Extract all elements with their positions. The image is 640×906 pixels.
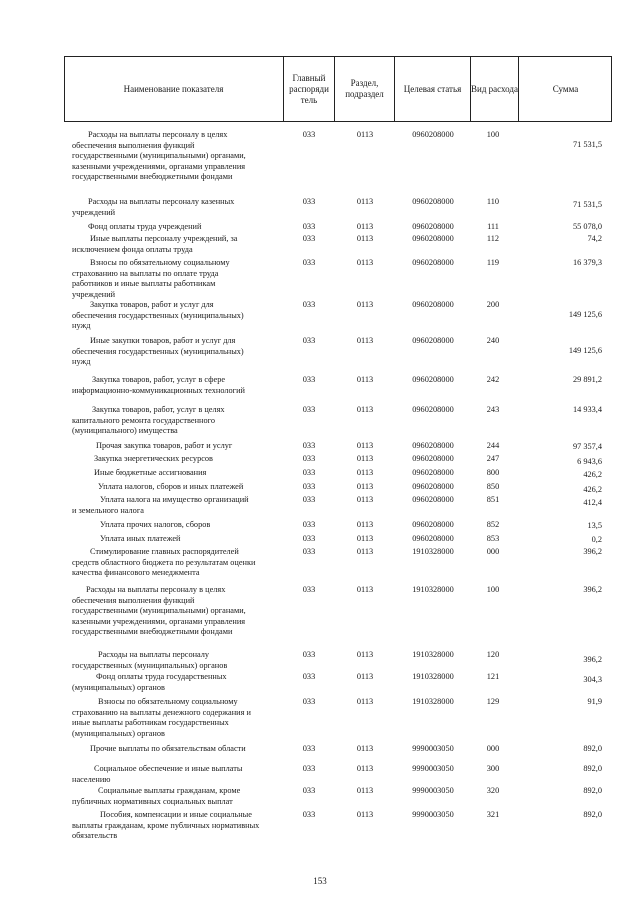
amount: 892,0 (583, 744, 602, 753)
indicator-name-line: Иные закупки товаров, работ и услуг для (90, 336, 236, 345)
indicator-name-line: иные выплаты работникам государственных (72, 718, 229, 727)
indicator-name-line: нужд (72, 321, 91, 330)
target-article-code: 0960208000 (412, 375, 454, 384)
section-code: 0113 (356, 764, 374, 773)
target-article-code: 0960208000 (412, 197, 454, 206)
expense-type-code: 111 (487, 222, 499, 231)
indicator-name-line: обеспечения выполнения функций (72, 595, 195, 605)
indicator-name-line: казенными учреждениями, органами управления (72, 161, 246, 171)
indicator-name-line: государственными (муниципальными) органами, (72, 151, 246, 160)
indicator-name (66, 197, 278, 218)
main-administrator-code: 033 (302, 234, 316, 243)
amount: 71 531,5 (572, 200, 602, 209)
amount: 55 078,0 (572, 222, 602, 231)
expense-type-code: 000 (486, 744, 500, 753)
expense-type-code: 321 (486, 810, 500, 819)
page-number: 153 (313, 876, 327, 886)
indicator-name-line: обеспечения государственных (муниципальных) (72, 310, 244, 320)
indicator-name-line: обеспечения государственных (муниципальных) (72, 346, 244, 356)
main-administrator-code: 033 (302, 786, 316, 795)
target-article-code: 9990003050 (412, 786, 454, 795)
indicator-name (66, 375, 278, 396)
header-section: Раздел, подраздел (345, 78, 384, 99)
header-name: Наименование показателя (123, 83, 224, 94)
indicator-name-line: Закупка товаров, работ, услуг в целях (92, 405, 225, 414)
indicator-name-line: капитального ремонта государственного (72, 415, 215, 425)
indicator-name-line: страхованию на выплаты по оплате труда (72, 268, 219, 278)
indicator-name (66, 405, 278, 437)
section-code: 0113 (356, 482, 374, 491)
section-code: 0113 (356, 197, 374, 206)
section-code: 0113 (356, 130, 374, 139)
amount: 396,2 (583, 585, 602, 594)
indicator-name-line: обязательств (72, 831, 118, 840)
expense-type-code: 119 (486, 258, 500, 267)
expense-type-code: 243 (486, 405, 500, 414)
indicator-name-line: государственных (муниципальных) органов (72, 660, 228, 670)
section-code: 0113 (356, 468, 374, 477)
section-code: 0113 (356, 810, 374, 819)
indicator-name-line: Фонд оплаты труда учреждений (88, 222, 202, 231)
expense-type-code: 320 (486, 786, 500, 795)
indicator-name (66, 222, 278, 233)
section-code: 0113 (356, 697, 374, 706)
indicator-name-line: Расходы на выплаты персоналу в целях (86, 585, 226, 594)
target-article-code: 0960208000 (412, 520, 454, 529)
section-code: 0113 (356, 234, 374, 243)
indicator-name-line: государственными внебюджетными фондами (72, 627, 233, 636)
main-administrator-code: 033 (302, 534, 316, 543)
indicator-name-line: казенными учреждениями, органами управления (72, 616, 246, 626)
section-code: 0113 (356, 405, 374, 414)
target-article-code: 0960208000 (412, 441, 454, 450)
indicator-name (66, 585, 278, 638)
indicator-name-line: информационно-коммуникационных технологий (72, 385, 245, 395)
indicator-name-line: Взносы по обязательному социальному (98, 697, 238, 706)
amount: 91,9 (587, 697, 602, 706)
main-administrator-code: 033 (302, 197, 316, 206)
indicator-name (66, 520, 278, 531)
expense-type-code: 100 (486, 130, 500, 139)
indicator-name (66, 258, 278, 300)
expense-type-code: 852 (486, 520, 500, 529)
target-article-code: 0960208000 (412, 222, 454, 231)
amount: 304,3 (583, 675, 602, 684)
section-code: 0113 (356, 585, 374, 594)
target-article-code: 9990003050 (412, 810, 454, 819)
expense-type-code: 100 (486, 585, 500, 594)
amount: 892,0 (583, 810, 602, 819)
indicator-name (66, 786, 278, 807)
indicator-name-line: (муниципальных) органов (72, 728, 165, 738)
section-code: 0113 (356, 495, 374, 504)
indicator-name-line: государственными (муниципальными) органами, (72, 606, 246, 615)
section-code: 0113 (356, 300, 374, 309)
indicator-name (66, 130, 278, 183)
indicator-name-line: Пособия, компенсации и иные социальные (100, 810, 252, 819)
amount: 412,4 (583, 498, 602, 507)
target-article-code: 9990003050 (412, 744, 454, 753)
target-article-code: 1910328000 (412, 697, 454, 706)
amount: 74,2 (587, 234, 602, 243)
target-article-code: 1910328000 (412, 672, 454, 681)
main-administrator-code: 033 (302, 482, 316, 491)
expense-type-code: 129 (486, 697, 500, 706)
target-article-code: 0960208000 (412, 468, 454, 477)
section-code: 0113 (356, 454, 374, 463)
indicator-name-line: учреждений (72, 289, 116, 299)
section-code: 0113 (356, 441, 374, 450)
indicator-name-line: Расходы на выплаты персоналу в целях (88, 130, 228, 139)
section-code: 0113 (356, 520, 374, 529)
expense-type-code: 240 (486, 336, 500, 345)
main-administrator-code: 033 (302, 810, 316, 819)
expense-type-code: 121 (486, 672, 500, 681)
amount: 892,0 (583, 764, 602, 773)
indicator-name-line: качества финансового менеджмента (72, 568, 200, 577)
indicator-name-line: выплаты гражданам, кроме публичных нормативных (72, 820, 260, 830)
expense-type-code: 800 (486, 468, 500, 477)
amount: 97 357,4 (572, 442, 602, 451)
header-main-administrator: Главный распоряди тель (289, 72, 329, 105)
section-code: 0113 (356, 672, 374, 681)
indicator-name-line: Уплата иных платежей (100, 534, 181, 543)
main-administrator-code: 033 (302, 697, 316, 706)
expense-type-code: 247 (486, 454, 500, 463)
expense-type-code: 110 (486, 197, 500, 206)
header-target-article: Целевая статья (403, 83, 462, 94)
amount: 426,2 (583, 485, 602, 494)
amount: 71 531,5 (572, 140, 602, 149)
indicator-name-line: обеспечения выполнения функций (72, 140, 195, 150)
indicator-name-line: Прочая закупка товаров, работ и услуг (96, 441, 233, 450)
expense-type-code: 242 (486, 375, 500, 384)
indicator-name-line: Закупка товаров, работ и услуг для (90, 300, 214, 309)
expense-type-code: 000 (486, 547, 500, 556)
indicator-name (66, 650, 278, 671)
amount: 29 891,2 (572, 375, 602, 384)
amount: 6 943,6 (577, 457, 602, 466)
section-code: 0113 (356, 547, 374, 556)
amount: 149 125,6 (568, 346, 602, 355)
target-article-code: 0960208000 (412, 454, 454, 463)
indicator-name-line: средств областного бюджета по результатам оценки (72, 557, 256, 567)
indicator-name (66, 336, 278, 368)
indicator-name-line: публичных нормативных социальных выплат (72, 796, 233, 806)
main-administrator-code: 033 (302, 130, 316, 139)
indicator-name-line: населению (72, 774, 111, 784)
indicator-name-line: (муниципальных) органов (72, 682, 165, 692)
main-administrator-code: 033 (302, 650, 316, 659)
indicator-name-line: и земельного налога (72, 505, 144, 515)
expense-type-code: 300 (486, 764, 500, 773)
section-code: 0113 (356, 375, 374, 384)
expense-type-code: 200 (486, 300, 500, 309)
main-administrator-code: 033 (302, 454, 316, 463)
section-code: 0113 (356, 222, 374, 231)
indicator-name-line: Уплата налогов, сборов и иных платежей (98, 482, 244, 491)
header-sum: Сумма (552, 83, 579, 94)
target-article-code: 0960208000 (412, 336, 454, 345)
main-administrator-code: 033 (302, 547, 316, 556)
main-administrator-code: 033 (302, 222, 316, 231)
indicator-name-line: Фонд оплаты труда государственных (96, 672, 227, 681)
indicator-name (66, 468, 278, 479)
indicator-name-line: государственными внебюджетными фондами (72, 172, 233, 181)
indicator-name (66, 534, 278, 545)
main-administrator-code: 033 (302, 764, 316, 773)
expense-type-code: 120 (486, 650, 500, 659)
amount: 426,2 (583, 470, 602, 479)
indicator-name (66, 810, 278, 842)
amount: 13,5 (587, 521, 602, 530)
main-administrator-code: 033 (302, 585, 316, 594)
indicator-name-line: Закупка энергетических ресурсов (94, 454, 213, 463)
indicator-name-line: Уплата прочих налогов, сборов (100, 520, 211, 529)
indicator-name-line: работников и иные выплаты работникам (72, 279, 216, 288)
section-code: 0113 (356, 534, 374, 543)
indicator-name-line: Взносы по обязательному социальному (90, 258, 230, 267)
main-administrator-code: 033 (302, 744, 316, 753)
target-article-code: 1910328000 (412, 650, 454, 659)
indicator-name (66, 495, 278, 516)
indicator-name (66, 482, 278, 493)
indicator-name-line: нужд (72, 357, 91, 366)
header-expense-type: Вид расхода (471, 83, 518, 94)
main-administrator-code: 033 (302, 300, 316, 309)
amount: 149 125,6 (568, 310, 602, 319)
main-administrator-code: 033 (302, 258, 316, 267)
main-administrator-code: 033 (302, 672, 316, 681)
indicator-name (66, 441, 278, 452)
target-article-code: 0960208000 (412, 495, 454, 504)
target-article-code: 0960208000 (412, 405, 454, 414)
amount: 0,2 (591, 535, 602, 544)
indicator-name (66, 300, 278, 332)
main-administrator-code: 033 (302, 441, 316, 450)
target-article-code: 1910328000 (412, 585, 454, 594)
indicator-name (66, 547, 278, 579)
main-administrator-code: 033 (302, 520, 316, 529)
indicator-name-line: Социальные выплаты гражданам, кроме (98, 786, 241, 795)
section-code: 0113 (356, 650, 374, 659)
target-article-code: 0960208000 (412, 300, 454, 309)
indicator-name (66, 764, 278, 785)
indicator-name-line: (муниципального) имущества (72, 426, 178, 435)
expense-type-code: 850 (486, 482, 500, 491)
amount: 396,2 (583, 547, 602, 556)
target-article-code: 9990003050 (412, 764, 454, 773)
target-article-code: 0960208000 (412, 234, 454, 243)
expense-type-code: 851 (486, 495, 500, 504)
main-administrator-code: 033 (302, 468, 316, 477)
indicator-name (66, 454, 278, 465)
indicator-name-line: Социальное обеспечение и иные выплаты (94, 764, 243, 773)
indicator-name-line: учреждений (72, 207, 116, 217)
section-code: 0113 (356, 258, 374, 267)
expense-type-code: 244 (486, 441, 500, 450)
indicator-name (66, 697, 278, 739)
target-article-code: 0960208000 (412, 482, 454, 491)
amount: 14 933,4 (572, 405, 602, 414)
target-article-code: 0960208000 (412, 130, 454, 139)
indicator-name (66, 744, 278, 755)
indicator-name-line: Расходы на выплаты персоналу (98, 650, 210, 659)
indicator-name (66, 672, 278, 693)
section-code: 0113 (356, 786, 374, 795)
section-code: 0113 (356, 336, 374, 345)
indicator-name-line: Иные выплаты персоналу учреждений, за (90, 234, 238, 243)
indicator-name (66, 234, 278, 255)
main-administrator-code: 033 (302, 495, 316, 504)
expense-type-code: 112 (486, 234, 500, 243)
indicator-name-line: исключением фонда оплаты труда (72, 244, 193, 254)
indicator-name-line: Расходы на выплаты персоналу казенных (88, 197, 235, 206)
main-administrator-code: 033 (302, 405, 316, 414)
main-administrator-code: 033 (302, 336, 316, 345)
target-article-code: 0960208000 (412, 258, 454, 267)
indicator-name-line: Стимулирование главных распорядителей (90, 547, 239, 556)
indicator-name-line: Иные бюджетные ассигнования (94, 468, 207, 477)
amount: 16 379,3 (572, 258, 602, 267)
indicator-name-line: страхованию на выплаты денежного содержания и (72, 707, 251, 717)
indicator-name-line: Закупка товаров, работ, услуг в сфере (92, 375, 226, 384)
expense-type-code: 853 (486, 534, 500, 543)
amount: 396,2 (583, 655, 602, 664)
target-article-code: 0960208000 (412, 534, 454, 543)
target-article-code: 1910328000 (412, 547, 454, 556)
section-code: 0113 (356, 744, 374, 753)
indicator-name-line: Прочие выплаты по обязательствам области (90, 744, 246, 753)
indicator-name-line: Уплата налога на имущество организаций (100, 495, 249, 504)
main-administrator-code: 033 (302, 375, 316, 384)
amount: 892,0 (583, 786, 602, 795)
